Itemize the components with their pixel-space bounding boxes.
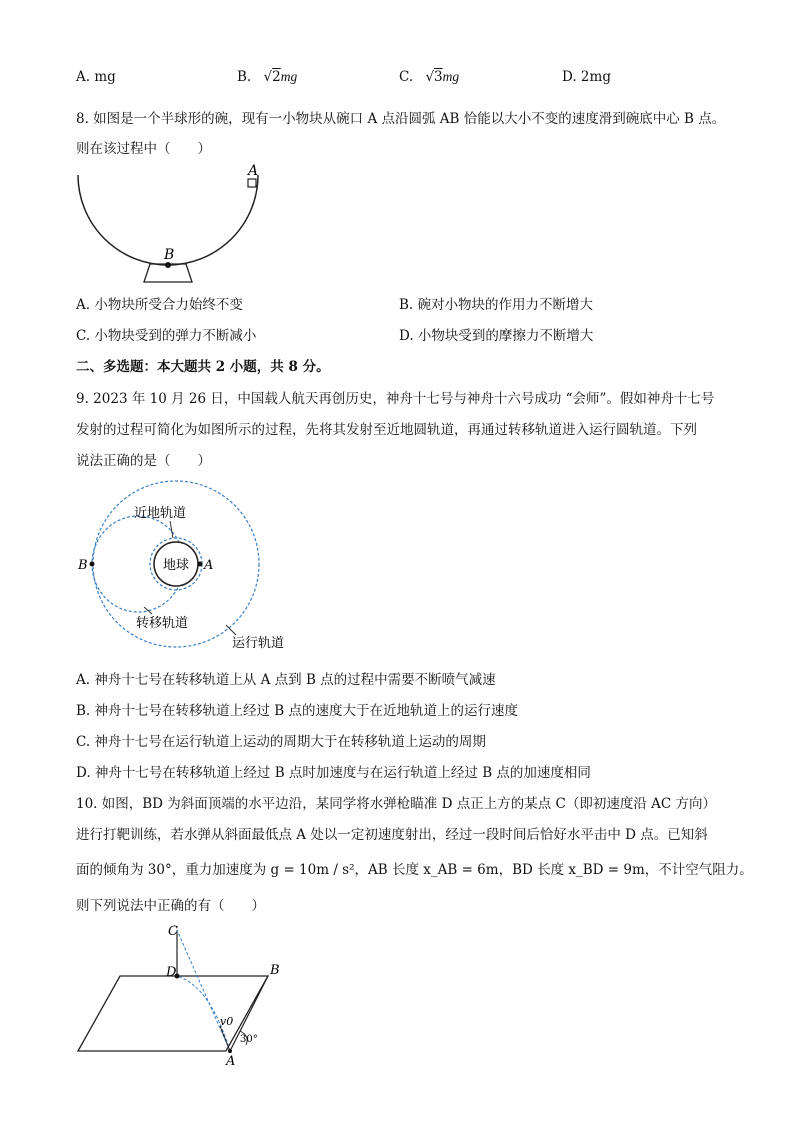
q10-label-angle: 30°	[240, 1034, 258, 1045]
q10-stem-line1: 10. 如图，BD 为斜面顶端的水平边沿，某同学将水弹枪瞄准 D 点正上方的某点 C（即初速度沿 AC 方向）	[76, 796, 716, 812]
q7-option-b	[237, 69, 297, 85]
block-at-a	[248, 179, 256, 187]
q9-option-c: C. 神舟十七号在运行轨道上运动的周期大于在转移轨道上运动的周期	[76, 734, 486, 750]
section2-heading: 二、多选题：本大题共 2 小题，共 8 分。	[76, 359, 330, 375]
q10-label-b: B	[270, 963, 280, 978]
q9-label-a: A	[204, 558, 214, 573]
q10-label-a: A	[226, 1054, 236, 1068]
q9-orbit-figure	[70, 480, 330, 655]
point-a-dot	[228, 1049, 232, 1053]
q8-option-d: D. 小物块受到的摩擦力不断增大	[399, 328, 594, 344]
q7-option-b-suffix: mg	[280, 69, 298, 84]
q7-option-c-suffix: mg	[442, 69, 460, 84]
q10-stem-line2: 进行打靶训练，若水弹从斜面最低点 A 处以一定初速度射出，经过一段时间后恰好水平击中 D 点。已知斜	[76, 827, 708, 843]
near-orbit-label: 近地轨道	[134, 506, 187, 521]
q9-option-a: A. 神舟十七号在转移轨道上从 A 点到 B 点的过程中需要不断喷气减速	[76, 672, 496, 688]
q9-option-d: D. 神舟十七号在转移轨道上经过 B 点时加速度与在运行轨道上经过 B 点的加速度相同	[76, 765, 591, 781]
q9-stem-line3: 说法正确的是（ ）	[76, 453, 211, 469]
point-b-dot	[90, 562, 95, 567]
trajectory	[177, 976, 230, 1051]
q10-label-c: C	[168, 924, 178, 939]
q8-option-c: C. 小物块受到的弹力不断减小	[76, 328, 257, 344]
q7-option-c-prefix: C.	[399, 69, 414, 85]
point-a-dot	[198, 562, 203, 567]
sqrt-symbol: √	[263, 69, 273, 85]
transfer-orbit-label: 转移轨道	[136, 616, 189, 631]
q7-option-b-prefix: B.	[237, 69, 252, 85]
q8-label-b: B	[164, 247, 175, 263]
q8-stem-line1: 8. 如图是一个半球形的碗，现有一小物块从碗口 A 点沿圆弧 AB 恰能以大小不变的速度滑到碗底中心 B 点。	[76, 111, 726, 127]
q7-option-c-radicand: 3	[434, 69, 443, 85]
q9-label-b: B	[78, 558, 88, 573]
q10-stem-line4: 则下列说法中正确的有（ ）	[76, 898, 265, 914]
q7-option-c	[399, 69, 459, 85]
q8-label-a: A	[248, 163, 259, 179]
q10-stem-line3: 面的倾角为 30°，重力加速度为 g = 10m / s²，AB 长度 x_AB = 6m，BD 长度 x_BD = 9m，不计空气阻力。	[76, 862, 753, 878]
q8-bowl-figure	[70, 160, 270, 285]
q7-option-d: D. 2mg	[562, 69, 611, 85]
q7-option-b-radicand: 2	[272, 69, 281, 85]
run-orbit-label: 运行轨道	[232, 636, 285, 651]
q9-option-b: B. 神舟十七号在转移轨道上经过 B 点的速度大于在近地轨道上的运行速度	[76, 703, 519, 719]
q9-stem-line2: 发射的过程可简化为如图所示的过程，先将其发射至近地圆轨道，再通过转移轨道进入运行圆轨道。下列	[76, 422, 697, 438]
q8-option-a: A. 小物块所受合力始终不变	[76, 297, 243, 313]
q10-label-d: D	[166, 965, 177, 980]
q9-stem-line1: 9. 2023 年 10 月 26 日，中国载人航天再创历史，神舟十七号与神舟十六号成功 “会师”。假如神舟十七号	[76, 391, 715, 407]
q10-label-v0: v0	[220, 1015, 234, 1028]
sqrt-symbol: √	[425, 69, 435, 85]
q7-option-a: A. mg	[76, 69, 116, 85]
q10-incline-figure	[70, 918, 300, 1068]
q8-option-b: B. 碗对小物块的作用力不断增大	[399, 297, 594, 313]
v0-arrow	[220, 1026, 230, 1051]
earth-label: 地球	[163, 558, 190, 573]
line-ac	[177, 930, 230, 1051]
q8-stem-line2: 则在该过程中（ ）	[76, 141, 211, 157]
